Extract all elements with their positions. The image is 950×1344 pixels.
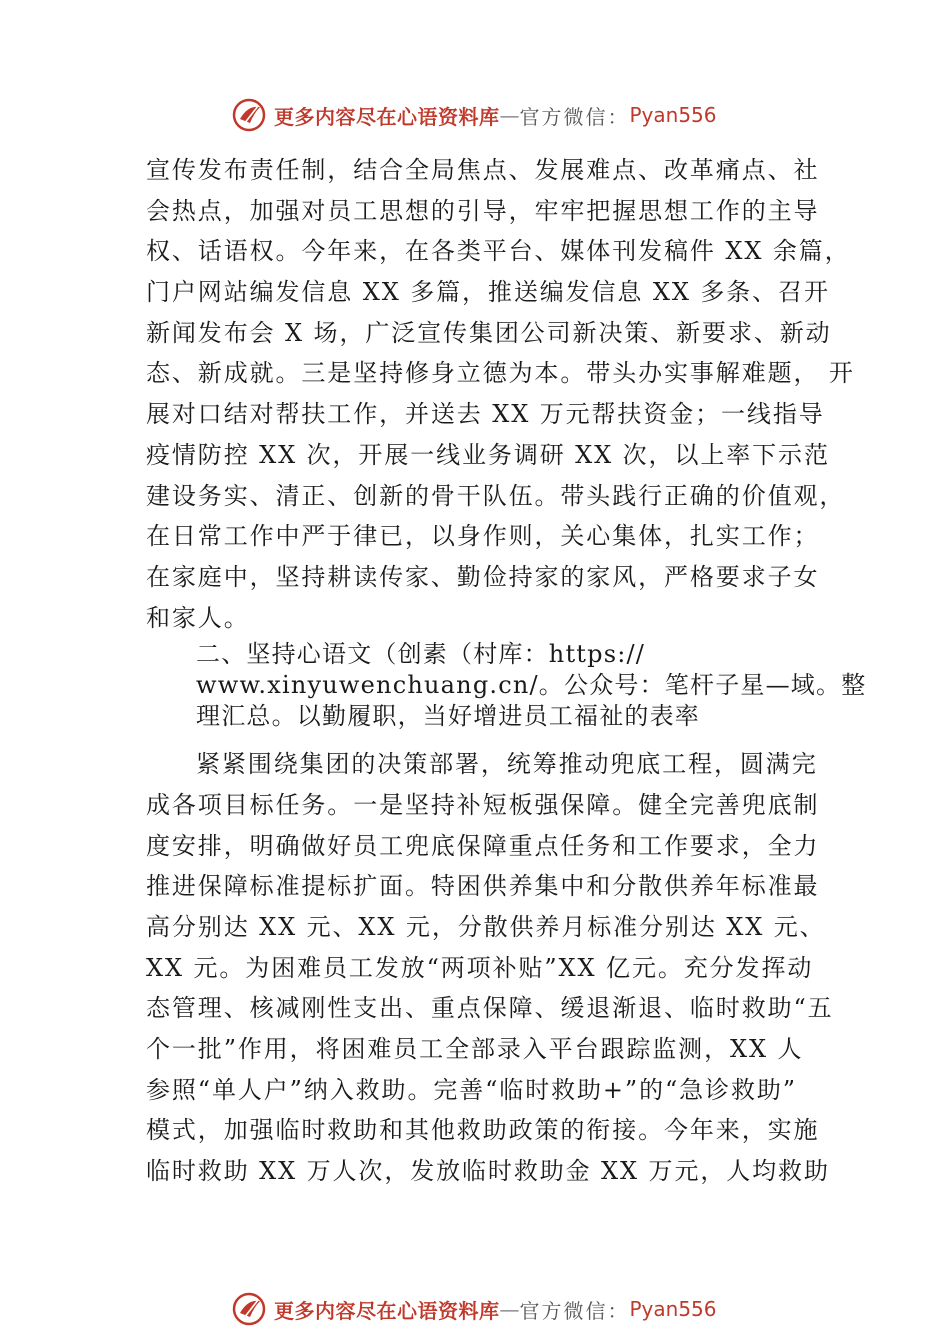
- text-line: 参照“单人户”纳入救助。完善“临时救助+”的“急诊救助”: [146, 1075, 797, 1104]
- banner-wechat-id: Pyan556: [629, 1297, 717, 1321]
- text-line: 展对口结对帮扶工作，并送去 XX 万元帮扶资金；一线指导: [146, 400, 825, 429]
- footer-banner: [232, 1290, 717, 1328]
- heading-line: 二、坚持心语文（创素（村库：https://: [196, 640, 646, 669]
- text-line: 推进保障标准提标扩面。特困供养集中和分散供养年标准最: [146, 872, 820, 901]
- text-line: 成各项目标任务。一是坚持补短板强保障。健全完善兜底制: [146, 790, 820, 819]
- text-line: 建设务实、清正、创新的骨干队伍。带头践行正确的价值观，: [146, 481, 846, 510]
- text-line: 度安排，明确做好员工兜底保障重点任务和工作要求，全力: [146, 831, 820, 860]
- text-line: 疫情防控 XX 次，开展一线业务调研 XX 次，以上率下示范: [146, 440, 830, 469]
- banner-separator: —: [499, 1297, 520, 1321]
- text-line: 在日常工作中严于律已，以身作则，关心集体，扎实工作；: [146, 522, 820, 551]
- text-line: 临时救助 XX 万人次，发放临时救助金 XX 万元，人均救助: [146, 1157, 830, 1186]
- text-line: 门户网站编发信息 XX 多篇，推送编发信息 XX 多条、召开: [146, 278, 830, 307]
- text-line: 在家庭中，坚持耕读传家、勤俭持家的家风，严格要求子女: [146, 562, 820, 591]
- text-line: 个一批”作用，将困难员工全部录入平台跟踪监测，XX 人: [146, 1035, 804, 1064]
- text-line: 模式，加强临时救助和其他救助政策的衔接。今年来，实施: [146, 1116, 820, 1145]
- section-paragraph: [146, 744, 834, 1192]
- text-line: XX 元。为困难员工发放“两项补贴”XX 亿元。充分发挥动: [146, 953, 814, 982]
- heading-line: 理汇总。以勤履职，当好增进员工福祉的表率: [196, 702, 700, 731]
- banner-separator: —: [499, 103, 520, 127]
- banner-wechat-id: Pyan556: [629, 103, 717, 127]
- heading-line: www.xinyuwenchuang.cn/。公众号：笔杆子星—域。整: [196, 671, 867, 700]
- text-line: 和家人。: [146, 603, 250, 632]
- banner-sub-text: 官方微信：: [519, 1298, 630, 1323]
- text-line: 宣传发布责任制，结合全局焦点、发展难点、改革痛点、社: [146, 156, 820, 184]
- brand-logo-icon: [232, 1291, 268, 1327]
- banner-main-text: 更多内容尽在心语资料库: [274, 104, 500, 129]
- brand-logo-icon: [232, 97, 268, 133]
- banner-sub-text: 官方微信：: [519, 104, 630, 129]
- header-banner: [232, 96, 717, 134]
- text-line: 紧紧围绕集团的决策部署，统筹推动兜底工程，圆满完: [196, 750, 818, 779]
- text-line: 会热点，加强对员工思想的引导，牢牢把握思想工作的主导: [146, 196, 820, 225]
- text-line: 权、话语权。今年来，在各类平台、媒体刊发稿件 XX 余篇，: [146, 237, 851, 266]
- banner-main-text: 更多内容尽在心语资料库: [274, 1298, 500, 1323]
- text-line: 新闻发布会 X 场，广泛宣传集团公司新决策、新要求、新动: [146, 318, 832, 347]
- text-line: 高分别达 XX 元、XX 元，分散供养月标准分别达 XX 元、: [146, 913, 826, 941]
- document-body: [146, 150, 867, 1192]
- text-line: 态、新成就。三是坚持修身立德为本。带头办实事解难题， 开: [146, 359, 855, 388]
- text-line: 态管理、核减刚性支出、重点保障、缓退渐退、临时救助“五: [146, 994, 834, 1023]
- section-heading: [146, 639, 867, 732]
- paragraph-continuation: [146, 150, 855, 638]
